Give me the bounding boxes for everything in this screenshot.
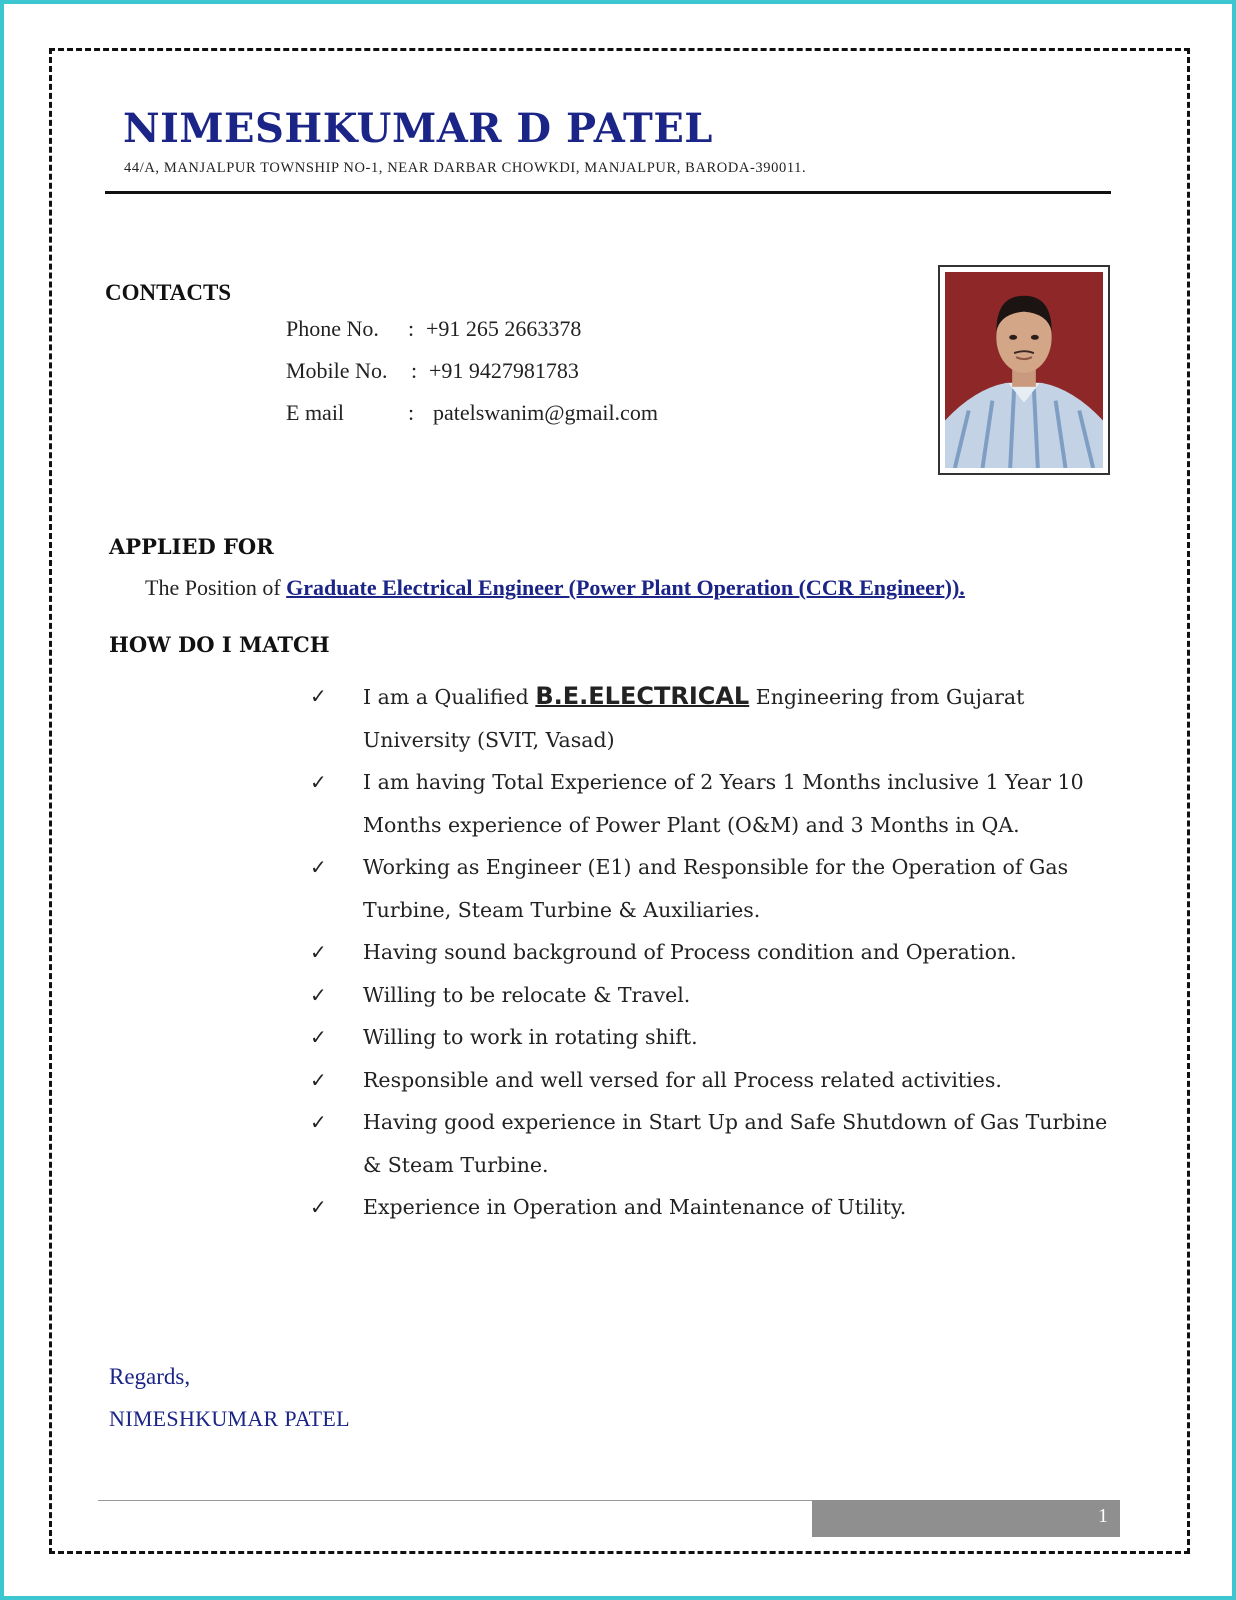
mobile-separator: : bbox=[411, 358, 418, 383]
list-item-text: I am having Total Experience of 2 Years 1 Months inclusive 1 Year 10 Months experience of Power Plant (O&M) and 3 Months in QA. bbox=[363, 770, 1084, 837]
qualification-list bbox=[310, 675, 1120, 1229]
qualification-text-after: Engineering from Gujarat University (SVIT, Vasad) bbox=[363, 685, 1025, 752]
regards-text: Regards, bbox=[109, 1364, 191, 1389]
checkmark-icon: ✓ bbox=[310, 770, 327, 794]
how-do-i-match-heading: HOW DO I MATCH bbox=[109, 632, 330, 657]
applied-for-heading: APPLIED FOR bbox=[109, 534, 274, 559]
list-item bbox=[310, 931, 1120, 974]
checkmark-icon: ✓ bbox=[310, 982, 327, 1007]
phone-label: Phone No. bbox=[286, 316, 379, 341]
list-item bbox=[310, 1101, 1120, 1186]
list-item bbox=[310, 1059, 1120, 1102]
candidate-name: NIMESHKUMAR D PATEL bbox=[123, 105, 713, 152]
list-item-text: Willing to be relocate & Travel. bbox=[363, 982, 691, 1007]
checkmark-icon: ✓ bbox=[310, 1110, 327, 1134]
position-link[interactable]: Graduate Electrical Engineer (Power Plant Operation (CCR Engineer)). bbox=[286, 575, 965, 600]
contacts-heading: CONTACTS bbox=[105, 280, 232, 305]
degree-highlight: B.E.ELECTRICAL bbox=[535, 682, 750, 710]
list-item bbox=[310, 675, 1120, 761]
list-item-text: Willing to work in rotating shift. bbox=[363, 1025, 698, 1049]
header-divider bbox=[105, 191, 1111, 194]
list-item bbox=[310, 1186, 1120, 1229]
checkmark-icon: ✓ bbox=[310, 1195, 327, 1219]
email-value[interactable]: patelswanim@gmail.com bbox=[433, 400, 658, 425]
email-separator: : bbox=[408, 400, 415, 425]
checkmark-icon: ✓ bbox=[310, 940, 327, 964]
position-prefix: The Position of bbox=[145, 575, 281, 600]
checkmark-icon: ✓ bbox=[310, 1025, 327, 1049]
address: 44/A, MANJALPUR TOWNSHIP NO-1, NEAR DARBAR CHOWKDI, MANJALPUR, BARODA-390011. bbox=[124, 160, 807, 176]
portrait-image bbox=[945, 272, 1103, 468]
list-item bbox=[310, 974, 1120, 1017]
mobile-label: Mobile No. bbox=[286, 358, 388, 383]
footer-bar bbox=[812, 1500, 1120, 1537]
list-item-text: Having sound background of Process condition and Operation. bbox=[363, 940, 1017, 964]
phone-value: +91 265 2663378 bbox=[426, 316, 582, 341]
footer-divider bbox=[98, 1500, 812, 1501]
list-item bbox=[310, 1016, 1120, 1059]
checkmark-icon: ✓ bbox=[310, 1067, 327, 1092]
checkmark-icon: ✓ bbox=[310, 684, 327, 708]
checkmark-icon: ✓ bbox=[310, 855, 327, 879]
list-item bbox=[310, 761, 1120, 846]
list-item-text: Having good experience in Start Up and Safe Shutdown of Gas Turbine & Steam Turbine. bbox=[363, 1110, 1108, 1177]
list-item bbox=[310, 846, 1120, 931]
list-item-text: Experience in Operation and Maintenance of Utility. bbox=[363, 1195, 907, 1219]
mobile-value: +91 9427981783 bbox=[429, 358, 579, 383]
list-item-text: Responsible and well versed for all Process related activities. bbox=[363, 1067, 1002, 1092]
profile-photo bbox=[938, 265, 1110, 475]
email-label: E mail bbox=[286, 400, 345, 425]
position-line bbox=[145, 575, 965, 601]
signature-name: NIMESHKUMAR PATEL bbox=[109, 1406, 350, 1431]
qualification-text-before: I am a Qualified bbox=[363, 685, 529, 709]
page-number: 1 bbox=[1098, 1505, 1108, 1527]
list-item-text: Working as Engineer (E1) and Responsible for the Operation of Gas Turbine, Steam Turbine & Auxiliaries. bbox=[363, 855, 1069, 922]
phone-separator: : bbox=[408, 316, 415, 341]
